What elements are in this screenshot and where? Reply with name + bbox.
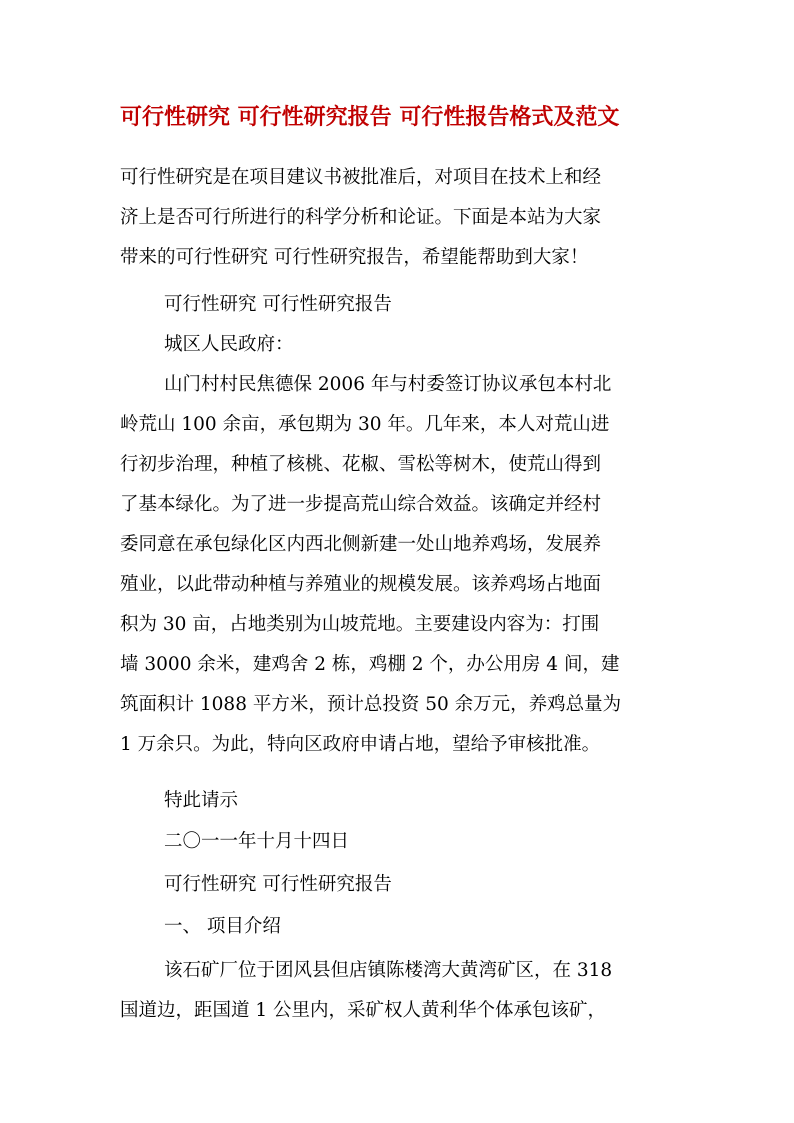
- intro-line-3: 带来的可行性研究 可行性研究报告，希望能帮助到大家！: [120, 247, 589, 268]
- body-line: 殖业，以此带动种植与养殖业的规模发展。该养鸡场占地面: [120, 574, 602, 595]
- document-title: 可行性研究 可行性研究报告 可行性报告格式及范文: [120, 104, 620, 130]
- closing-text: 特此请示: [164, 790, 239, 811]
- body-line: 积为 30 亩，占地类别为山坡荒地。主要建设内容为：打围: [120, 614, 600, 635]
- body-line: 岭荒山 100 余亩，承包期为 30 年。几年来，本人对荒山进: [120, 414, 610, 435]
- body-line: 委同意在承包绿化区内西北侧新建一处山地养鸡场，发展养: [120, 534, 602, 555]
- body-line: 筑面积计 1088 平方米，预计总投资 50 余万元，养鸡总量为: [120, 694, 622, 715]
- body-line: 该石矿厂位于团风县但店镇陈楼湾大黄湾矿区，在 318: [164, 960, 613, 981]
- body-line: 了基本绿化。为了进一步提高荒山综合效益。该确定并经村: [120, 494, 602, 515]
- body-line: 1 万余只。为此，特向区政府申请占地，望给予审核批准。: [120, 734, 601, 755]
- intro-line-2: 济上是否可行所进行的科学分析和论证。下面是本站为大家: [120, 207, 602, 228]
- intro-line-1: 可行性研究是在项目建议书被批准后，对项目在技术上和经: [120, 167, 602, 188]
- body-line: 国道边，距国道 1 公里内，采矿权人黄利华个体承包该矿，: [120, 1000, 607, 1021]
- addressee: 城区人民政府：: [164, 334, 294, 355]
- body-line: 行初步治理，种植了核桃、花椒、雪松等树木，使荒山得到: [120, 454, 602, 475]
- body-line: 山门村村民焦德保 2006 年与村委签订协议承包本村北: [164, 374, 612, 395]
- body-line: 墙 3000 余米，建鸡舍 2 栋，鸡棚 2 个，办公用房 4 间，建: [120, 654, 620, 675]
- section-heading: 可行性研究 可行性研究报告: [164, 874, 392, 895]
- date-line: 二〇一一年十月十四日: [164, 831, 350, 852]
- section-heading: 可行性研究 可行性研究报告: [164, 294, 392, 315]
- section-subheading: 一、 项目介绍: [164, 916, 281, 937]
